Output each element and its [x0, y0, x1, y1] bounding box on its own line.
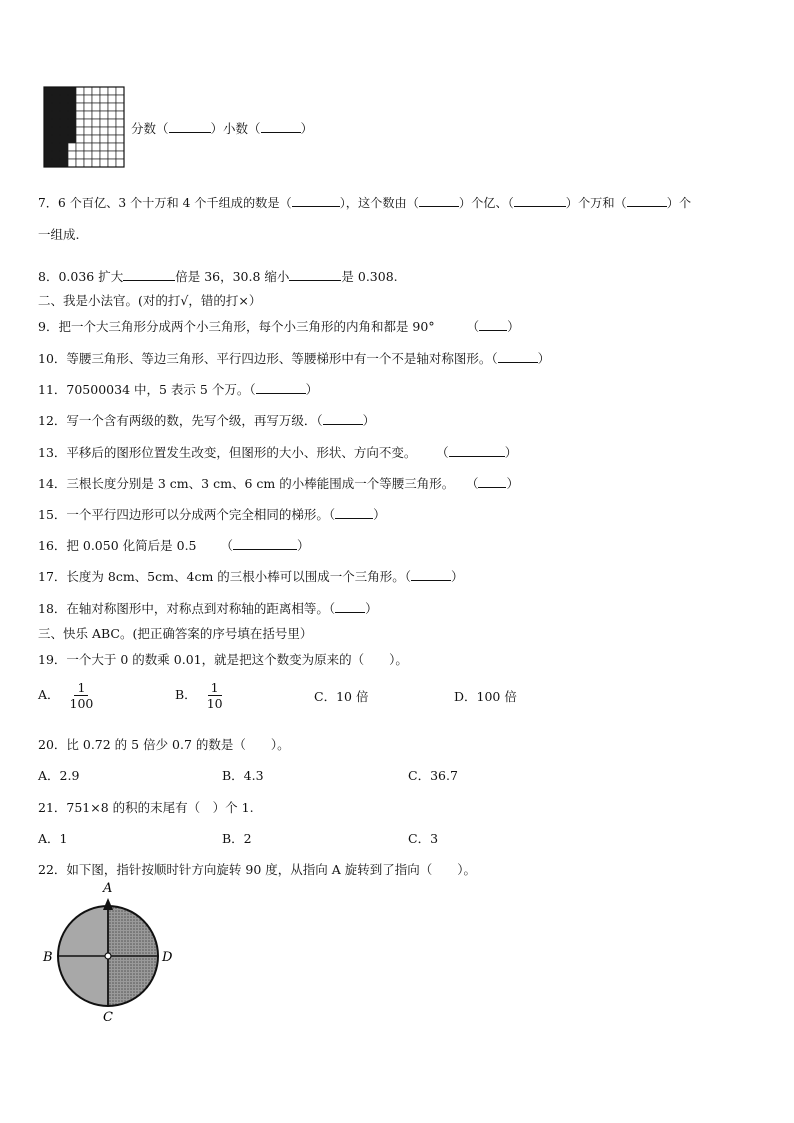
- grid-cell: [92, 119, 100, 127]
- q6-decimal-blank[interactable]: [261, 120, 301, 133]
- q9-line: 9．把一个大三角形分成两个小三角形，每个小三角形的内角和都是 90° （ ）: [38, 319, 520, 334]
- q8-line: 8．0.036 扩大 倍是 36，30.8 缩小 是 0.308.: [38, 269, 398, 284]
- grid-cell-shaded: [52, 143, 60, 151]
- q11-line: 11．70500034 中，5 表示 5 个万。（ ）: [38, 382, 319, 397]
- q20-option-b[interactable]: B．4.3: [222, 768, 264, 783]
- grid-cell-shaded: [60, 159, 68, 167]
- q10-line: 10．等腰三角形、等边三角形、平行四边形、等腰梯形中有一个不是轴对称图形。（ ）: [38, 351, 551, 366]
- grid-cell: [68, 159, 76, 167]
- grid-cell-shaded: [68, 111, 76, 119]
- grid-cell-shaded: [44, 135, 52, 143]
- grid-cell: [100, 135, 108, 143]
- section3-title: 三、快乐 ABC。(把正确答案的序号填在括号里）: [38, 626, 313, 641]
- grid-cell: [76, 87, 84, 95]
- grid-cell-shaded: [60, 143, 68, 151]
- q21-option-b[interactable]: B．2: [222, 831, 252, 846]
- grid-cell-shaded: [52, 135, 60, 143]
- q17-line: 17．长度为 8cm、5cm、4cm 的三根小棒可以围成一个三角形。（ ）: [38, 569, 464, 584]
- grid-cell: [116, 95, 124, 103]
- q16-line: 16．把 0.050 化简后是 0.5 （ ）: [38, 538, 310, 553]
- q8-blank-2[interactable]: [289, 268, 341, 281]
- grid-cell-shaded: [44, 95, 52, 103]
- grid-cell-shaded: [52, 119, 60, 127]
- grid-cell: [92, 135, 100, 143]
- q16-blank[interactable]: [233, 537, 297, 550]
- grid-cell: [108, 95, 116, 103]
- grid-cell: [84, 95, 92, 103]
- dial-center-pivot: [105, 953, 111, 959]
- q21-option-c[interactable]: C．3: [408, 831, 439, 846]
- grid-cell: [92, 103, 100, 111]
- q19-question: 19．一个大于 0 的数乘 0.01，就是把这个数变为原来的（ ）。: [38, 652, 408, 667]
- grid-cell: [84, 119, 92, 127]
- grid-cell: [116, 119, 124, 127]
- grid-cell: [76, 119, 84, 127]
- q8-blank-1[interactable]: [123, 268, 175, 281]
- q20-option-c[interactable]: C．36.7: [408, 768, 458, 783]
- q13-blank[interactable]: [449, 444, 505, 457]
- q22-question: 22．如下图，指针按顺时针方向旋转 90 度，从指向 A 旋转到了指向（ ）。: [38, 862, 476, 877]
- grid-cell: [76, 95, 84, 103]
- grid-cell-shaded: [52, 159, 60, 167]
- q21-question: 21．751×8 的积的末尾有（ ）个 1.: [38, 800, 254, 815]
- grid-cell: [92, 87, 100, 95]
- q19-option-a-fraction: $\frac{1}{100}$: [69, 680, 94, 711]
- q18-blank[interactable]: [335, 600, 365, 613]
- grid-cell-shaded: [44, 127, 52, 135]
- grid-cell: [76, 151, 84, 159]
- grid-cell: [84, 87, 92, 95]
- grid-cell: [100, 111, 108, 119]
- grid-cell: [92, 95, 100, 103]
- grid-cell: [108, 135, 116, 143]
- grid-cell: [68, 143, 76, 151]
- q7-line2: 一组成.: [38, 227, 80, 242]
- grid-cell-shaded: [60, 135, 68, 143]
- grid-cell: [108, 143, 116, 151]
- grid-cell: [100, 159, 108, 167]
- grid-cell-shaded: [60, 87, 68, 95]
- grid-cell-shaded: [68, 127, 76, 135]
- grid-cell: [76, 127, 84, 135]
- grid-cell: [84, 159, 92, 167]
- grid-cell-shaded: [44, 119, 52, 127]
- q14-blank[interactable]: [478, 475, 506, 488]
- grid-cell: [108, 151, 116, 159]
- q7-blank-ge[interactable]: [627, 194, 667, 207]
- rotation-dial-figure: [40, 862, 180, 1022]
- q19-option-b-fraction: $\frac{1}{10}$: [206, 680, 223, 711]
- q10-blank[interactable]: [498, 350, 538, 363]
- grid-cell-shaded: [68, 87, 76, 95]
- q21-option-a[interactable]: A．1: [38, 831, 68, 846]
- grid-cell: [76, 103, 84, 111]
- grid-cell: [116, 143, 124, 151]
- grid-cell: [92, 127, 100, 135]
- grid-cell-shaded: [52, 127, 60, 135]
- grid-cell-shaded: [44, 111, 52, 119]
- grid-cell: [92, 151, 100, 159]
- grid-cell: [84, 103, 92, 111]
- grid-cell: [76, 135, 84, 143]
- grid-cell: [108, 103, 116, 111]
- dial-pointer-arrowhead: [103, 898, 113, 910]
- grid-cell-shaded: [52, 103, 60, 111]
- grid-cell: [116, 151, 124, 159]
- grid-cell: [100, 127, 108, 135]
- q6-fraction-blank[interactable]: [169, 120, 211, 133]
- grid-cell-shaded: [60, 95, 68, 103]
- q15-line: 15．一个平行四边形可以分成两个完全相同的梯形。（ ）: [38, 507, 386, 522]
- grid-cell-shaded: [44, 151, 52, 159]
- q7-line1: 7．6 个百亿、3 个十万和 4 个千组成的数是（ ），这个数由（ ）个亿、（ ）个万和（ ）个: [38, 196, 692, 210]
- grid-cell-shaded: [68, 135, 76, 143]
- grid-cell: [100, 103, 108, 111]
- grid-cell-shaded: [68, 119, 76, 127]
- grid-cell: [116, 87, 124, 95]
- grid-cell: [116, 159, 124, 167]
- grid-cell-shaded: [60, 119, 68, 127]
- grid-cell: [100, 151, 108, 159]
- grid-cell: [100, 95, 108, 103]
- grid-cell-shaded: [52, 95, 60, 103]
- dial-label-b: B: [43, 950, 53, 965]
- q18-line: 18．在轴对称图形中，对称点到对称轴的距离相等。（ ）: [38, 601, 378, 616]
- q20-question: 20．比 0.72 的 5 倍少 0.7 的数是（ ）。: [38, 737, 290, 752]
- q12-line: 12．写一个含有两级的数，先写个级，再写万级．（ ）: [38, 413, 376, 428]
- grid-cell: [108, 87, 116, 95]
- q19-option-d[interactable]: D．100 倍: [454, 689, 517, 704]
- grid-cell-shaded: [60, 127, 68, 135]
- grid-cell-shaded: [44, 87, 52, 95]
- grid-cell-shaded: [52, 111, 60, 119]
- grid-cell: [100, 119, 108, 127]
- grid-cell: [108, 111, 116, 119]
- grid-cell-shaded: [52, 151, 60, 159]
- hundred-grid-figure: [43, 86, 125, 170]
- section2-title: 二、我是小法官。(对的打√，错的打×）: [38, 293, 262, 308]
- q19-option-a[interactable]: A． $\frac{1}{100}$: [38, 680, 94, 711]
- grid-cell: [100, 87, 108, 95]
- grid-cell: [108, 119, 116, 127]
- grid-cell-shaded: [60, 151, 68, 159]
- grid-cell: [116, 103, 124, 111]
- grid-cell: [84, 143, 92, 151]
- grid-cell-shaded: [68, 103, 76, 111]
- grid-cell: [84, 111, 92, 119]
- q13-line: 13．平移后的图形位置发生改变，但图形的大小、形状、方向不变。 （ ）: [38, 445, 518, 460]
- grid-cell: [92, 159, 100, 167]
- q7-blank-wan[interactable]: [514, 194, 566, 207]
- grid-cell: [92, 111, 100, 119]
- q14-line: 14．三根长度分别是 3 cm、3 cm、6 cm 的小棒能围成一个等腰三角形。 （ ）: [38, 476, 519, 491]
- grid-cell-shaded: [44, 143, 52, 151]
- grid-cell: [84, 135, 92, 143]
- grid-cell: [108, 159, 116, 167]
- grid-cell: [100, 143, 108, 151]
- q7-blank-number[interactable]: [292, 194, 340, 207]
- grid-cell-shaded: [52, 87, 60, 95]
- q17-blank[interactable]: [411, 568, 451, 581]
- q19-option-b[interactable]: B． $\frac{1}{10}$: [175, 680, 223, 711]
- q20-option-a[interactable]: A．2.9: [38, 768, 80, 783]
- grid-cell: [116, 111, 124, 119]
- q11-blank[interactable]: [256, 381, 306, 394]
- q7-blank-yi[interactable]: [419, 194, 459, 207]
- grid-cell-shaded: [60, 111, 68, 119]
- grid-cell-shaded: [44, 103, 52, 111]
- q19-option-c[interactable]: C．10 倍: [314, 689, 369, 704]
- grid-cell: [76, 159, 84, 167]
- grid-cell-shaded: [44, 159, 52, 167]
- grid-cell: [84, 151, 92, 159]
- dial-label-a: A: [103, 881, 113, 896]
- grid-cell-shaded: [60, 103, 68, 111]
- grid-cell: [76, 143, 84, 151]
- grid-cell: [76, 111, 84, 119]
- q15-blank[interactable]: [335, 506, 373, 519]
- q9-blank[interactable]: [479, 318, 507, 331]
- grid-cell: [84, 127, 92, 135]
- grid-cell: [68, 151, 76, 159]
- grid-cell-shaded: [68, 95, 76, 103]
- grid-cell: [108, 127, 116, 135]
- grid-cell: [116, 127, 124, 135]
- q12-blank[interactable]: [323, 412, 363, 425]
- grid-cell: [116, 135, 124, 143]
- grid-cell: [92, 143, 100, 151]
- dial-label-d: D: [162, 950, 173, 965]
- q6-line: 分数（ ）小数（ ）: [131, 121, 314, 136]
- dial-label-c: C: [103, 1010, 113, 1022]
